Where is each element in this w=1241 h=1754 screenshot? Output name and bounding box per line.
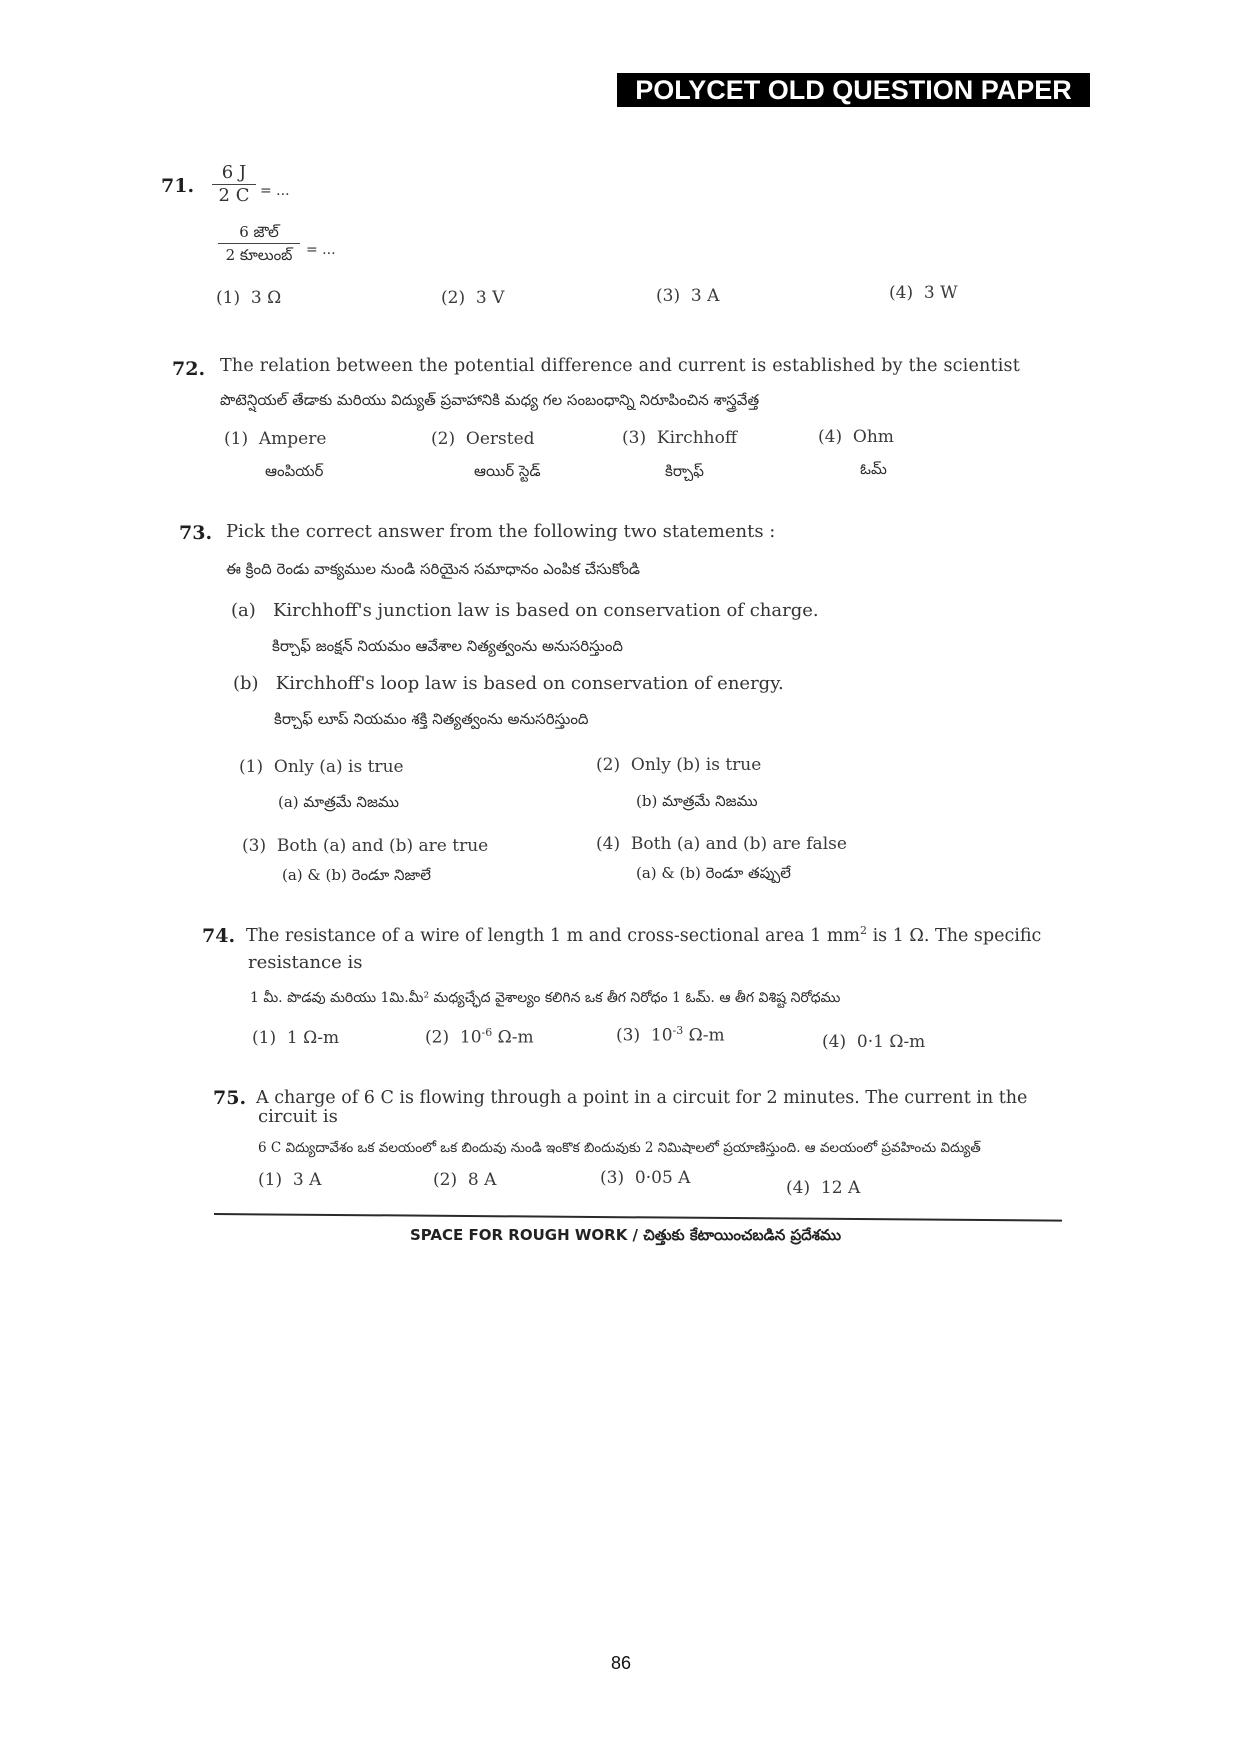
option-text: 10: [650, 1025, 673, 1046]
page-number: 86: [610, 1653, 632, 1673]
option-text: Oersted: [465, 429, 535, 449]
option-text: 3 A: [292, 1170, 322, 1190]
question-74-text-en: [246, 924, 1041, 946]
option-label: (4): [822, 1032, 847, 1052]
question-71-fraction-te: [218, 222, 300, 265]
option-text: 10: [459, 1027, 482, 1048]
option-label: (4): [786, 1178, 811, 1198]
option-text: Only (b) is true: [630, 755, 762, 775]
question-text: is 1 Ω. The specific: [867, 925, 1042, 946]
statement-a-te: కిర్చాఫ్ జంక్షన్ నియమం ఆవేశాల నిత్యత్వంను అనుసరిస్తుంది: [272, 637, 624, 655]
option-label: (1): [258, 1170, 283, 1190]
option-text: 3 A: [690, 286, 720, 306]
q71-option-4: [889, 283, 958, 303]
question-72-text-en: The relation between the potential difference and current is established by the scientist: [220, 356, 1020, 376]
option-label: (4): [818, 427, 843, 447]
q75-option-3: [600, 1168, 690, 1188]
question-75-text-en: A charge of 6 C is flowing through a point in a circuit for 2 minutes. The current in the: [256, 1088, 1028, 1108]
rough-work-label: SPACE FOR ROUGH WORK / చిత్తుకు కేటాయించబడిన ప్రదేశము: [410, 1226, 842, 1244]
option-text: 3 W: [923, 283, 958, 303]
q73-option-1-te: (a) మాత్రమే నిజము: [278, 793, 399, 811]
option-label: (1): [252, 1028, 277, 1048]
question-74-text-te: 1 మీ. పొడవు మరియు 1మి.మీ² మధ్యచ్ఛేద వైశాల్యం కలిగిన ఒక తీగ నిరోధం 1 ఓమ్. ఆ తీగ విశిష్ట నిరోధము: [250, 990, 841, 1006]
option-label: (2): [596, 755, 621, 775]
fraction-numerator: 6 జౌల్: [239, 223, 279, 241]
question-74-number: 74.: [202, 925, 236, 947]
option-label: (2): [433, 1170, 458, 1190]
option-text: 1 Ω-m: [286, 1028, 340, 1048]
statement-text: Kirchhoff's junction law is based on conservation of charge.: [272, 600, 819, 621]
option-label: (1): [239, 757, 264, 777]
option-label: (3): [242, 836, 267, 856]
option-label: (3): [622, 428, 647, 448]
q73-option-1: [239, 757, 404, 777]
option-label: (1): [216, 288, 241, 308]
question-71-equals-te: = ...: [306, 242, 336, 258]
option-label: (3): [616, 1025, 641, 1046]
statement-text: Kirchhoff's loop law is based on conservation of energy.: [275, 673, 784, 694]
option-text: 0·1 Ω-m: [856, 1032, 926, 1052]
option-text: Both (a) and (b) are true: [276, 836, 489, 856]
option-label: (2): [431, 429, 456, 449]
fraction-bar: [218, 243, 300, 244]
q72-option-3-te: కిర్చాఫ్: [665, 462, 704, 480]
superscript: -6: [481, 1026, 493, 1039]
option-label: (4): [889, 283, 914, 303]
q73-option-4-te: (a) & (b) రెండూ తప్పులే: [636, 864, 791, 882]
fraction-denominator: 2 C: [218, 185, 250, 206]
q73-option-3: [242, 836, 488, 856]
option-label: (2): [441, 288, 466, 308]
option-text: 8 A: [467, 1170, 497, 1190]
paper-title-banner: POLYCET OLD QUESTION PAPER: [617, 73, 1090, 107]
q73-option-2-te: (b) మాత్రమే నిజము: [636, 792, 758, 810]
q75-option-2: [433, 1170, 496, 1190]
q75-option-4: [786, 1178, 860, 1198]
option-label: (4): [596, 834, 621, 854]
option-label: (2): [425, 1027, 450, 1048]
option-text: Both (a) and (b) are false: [630, 834, 847, 854]
q73-option-3-te: (a) & (b) రెండూ నిజాలే: [282, 866, 431, 884]
statement-label: (a): [231, 600, 256, 621]
statement-b-te: కిర్చాఫ్ లూప్ నియమం శక్తి నిత్యత్వంను అనుసరిస్తుంది: [274, 710, 589, 728]
q72-option-2-te: ఆయిర్ స్టెడ్: [474, 462, 541, 480]
option-unit: Ω-m: [683, 1025, 725, 1046]
option-label: (1): [224, 429, 249, 449]
option-text: Kirchhoff: [656, 428, 737, 448]
option-text: Ohm: [852, 427, 894, 447]
q71-option-3: [656, 286, 719, 306]
q72-option-2: [431, 429, 535, 449]
fraction-denominator: 2 కూలుంబ్: [225, 246, 293, 264]
statement-label: (b): [233, 673, 259, 694]
q72-option-4: [818, 427, 894, 447]
option-label: (3): [656, 286, 681, 306]
q74-option-1: [252, 1028, 339, 1048]
option-label: (3): [600, 1168, 625, 1188]
q74-option-3: [616, 1024, 725, 1046]
option-text: Ampere: [258, 429, 327, 449]
question-text: The resistance of a wire of length 1 m and cross-sectional area 1 mm: [246, 925, 861, 946]
q75-option-1: [258, 1170, 321, 1190]
question-71-equals-en: = ...: [260, 183, 290, 199]
q71-option-1: [216, 288, 281, 308]
question-73-text-te: ఈ క్రింది రెండు వాక్యముల నుండి సరియైన సమాధానం ఎంపిక చేసుకోండి: [226, 560, 641, 578]
q72-option-4-te: ఓమ్: [860, 460, 887, 478]
option-text: 0·05 A: [634, 1168, 691, 1188]
q74-option-2: [425, 1026, 534, 1048]
question-72-number: 72.: [172, 358, 206, 380]
fraction-numerator: 6 J: [221, 162, 247, 183]
option-text: 12 A: [820, 1178, 861, 1198]
q72-option-1-te: ఆంపియర్: [265, 462, 324, 480]
statement-a: [231, 600, 819, 621]
question-75-text-te: 6 C విద్యుదావేశం ఒక వలయంలో ఒక బిందువు నుండి ఇంకొక బిందువుకు 2 నిమిషాలలో ప్రయాణిస్తుంది. ఆ వలయంలో ప్రవహించు విద్యుత్: [258, 1140, 981, 1156]
q72-option-3: [622, 428, 737, 448]
option-text: Only (a) is true: [273, 757, 404, 777]
q72-option-1: [224, 429, 326, 449]
q73-option-2: [596, 755, 761, 775]
q74-option-4: [822, 1032, 925, 1052]
question-75-text-en-line2: circuit is: [258, 1106, 338, 1127]
question-75-number: 75.: [213, 1087, 247, 1109]
q73-option-4: [596, 834, 847, 854]
option-unit: Ω-m: [492, 1027, 534, 1048]
superscript: 2: [860, 924, 868, 937]
question-71-fraction-en: [212, 163, 256, 206]
question-73-number: 73.: [179, 522, 213, 544]
statement-b: [233, 673, 784, 694]
option-text: 3 Ω: [250, 288, 282, 308]
q71-option-2: [441, 288, 504, 308]
question-71-number: 71.: [161, 175, 195, 197]
question-73-text-en: Pick the correct answer from the following two statements :: [226, 521, 776, 542]
question-74-text-en-line2: resistance is: [248, 952, 363, 973]
rough-work-divider: [214, 1213, 1062, 1222]
question-72-text-te: పొటెన్షియల్ తేడాకు మరియు విద్యుత్ ప్రవాహానికి మధ్య గల సంబంధాన్ని నిరూపించిన శాస్త్రవేత్త: [220, 391, 760, 409]
superscript: -3: [672, 1024, 684, 1037]
option-text: 3 V: [475, 288, 505, 308]
